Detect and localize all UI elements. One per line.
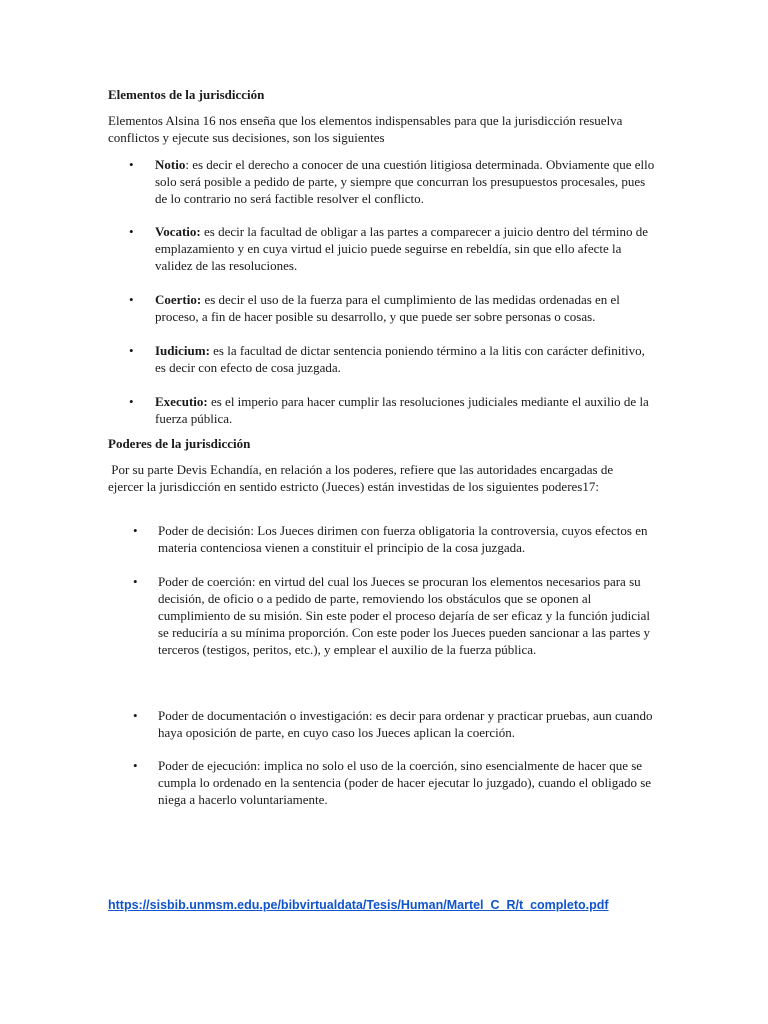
- item-description: : es decir el derecho a conocer de una cuestión litigiosa determinada. Obviamente que ello solo será posible a pedido de parte, y siempre que concurran los presupuestos procesales, pues de lo contrario no será factible resolver el conflicto.: [155, 157, 655, 206]
- bullet-icon: •: [129, 292, 134, 307]
- section-heading-elementos: Elementos de la jurisdicción: [108, 87, 265, 102]
- bullet-icon: •: [133, 574, 138, 589]
- item-description: Poder de coerción: en virtud del cual los Jueces se procuran los elementos necesarios para su decisión, de oficio o a pedido de parte, removiendo los obstáculos que se oponen al cumplimiento de su misión. Sin este poder el proceso dejaría de ser eficaz y la función judicial se reduciría a su mínima proporción. Con este poder los Jueces pueden sancionar a las partes y terceros (testigos, peritos, etc.), y emplear el auxilio de la fuerza pública.: [158, 574, 651, 657]
- bullet-icon: •: [129, 394, 134, 409]
- item-term: Notio: [155, 157, 186, 172]
- item-description: es el imperio para hacer cumplir las resoluciones judiciales mediante el auxilio de la fuerza pública.: [155, 394, 649, 426]
- item-description: es la facultad de dictar sentencia poniendo término a la litis con carácter definitivo, es decir con efecto de cosa juzgada.: [155, 343, 645, 375]
- item-description: Poder de documentación o investigación: es decir para ordenar y practicar pruebas, aun cuando haya oposición de parte, en cuyo caso los Jueces aplican la coerción.: [158, 708, 653, 740]
- bullet-icon: •: [133, 523, 138, 538]
- item-term: Vocatio:: [155, 224, 201, 239]
- bullet-icon: •: [129, 343, 134, 358]
- item-description: es decir el uso de la fuerza para el cumplimiento de las medidas ordenadas en el proceso, a fin de hacer posible su desarrollo, y que puede ser sobre personas o cosas.: [155, 292, 620, 324]
- item-term: Coertio:: [155, 292, 202, 307]
- item-description: es decir la facultad de obligar a las partes a comparecer a juicio dentro del término de emplazamiento y en cuya virtud el juicio puede seguirse en rebeldía, sin que ello afecte la validez de las resoluciones.: [155, 224, 648, 273]
- bullet-icon: •: [133, 758, 138, 773]
- bullet-icon: •: [133, 708, 138, 723]
- item-term: Iudicium:: [155, 343, 210, 358]
- source-link[interactable]: https://sisbib.unmsm.edu.pe/bibvirtualdata/Tesis/Human/Martel_C_R/t_completo.pdf: [108, 898, 609, 912]
- item-description: Poder de ejecución: implica no solo el uso de la coerción, sino esencialmente de hacer que se cumpla lo ordenado en la sentencia (poder de hacer ejecutar lo juzgado), cuando el obligado se niega a hacerlo voluntariamente.: [158, 758, 652, 807]
- bullet-icon: •: [129, 157, 134, 172]
- section-heading-poderes: Poderes de la jurisdicción: [108, 436, 251, 451]
- intro-paragraph-elementos: Elementos Alsina 16 nos enseña que los elementos indispensables para que la jurisdicción resuelva conflictos y ejecute sus decisiones, son los siguientes: [108, 113, 623, 145]
- item-description: Poder de decisión: Los Jueces dirimen con fuerza obligatoria la controversia, cuyos efectos en materia contenciosa vienen a constituir el principio de la cosa juzgada.: [158, 523, 648, 555]
- intro-paragraph-poderes: Por su parte Devis Echandía, en relación a los poderes, refiere que las autoridades encargadas de ejercer la jurisdicción en sentido estricto (Jueces) están investidas de los siguientes poderes17:: [108, 462, 617, 494]
- item-term: Executio:: [155, 394, 208, 409]
- bullet-icon: •: [129, 224, 134, 239]
